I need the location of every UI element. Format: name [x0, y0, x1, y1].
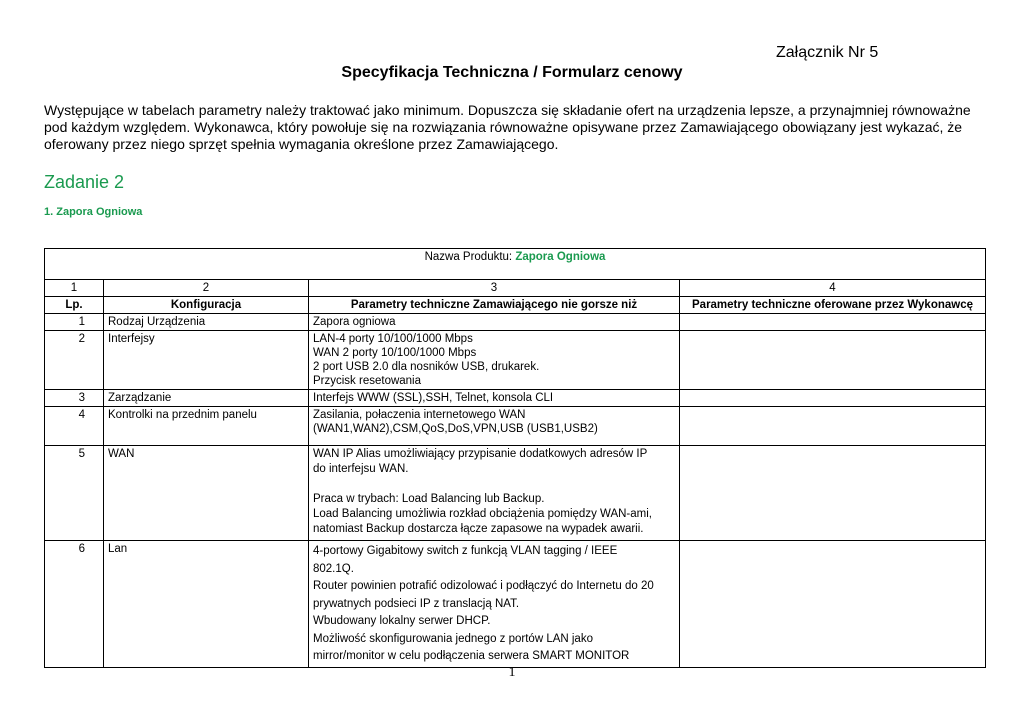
- row-offered[interactable]: [680, 407, 986, 446]
- row-params: [309, 331, 680, 390]
- document-title: Specyfikacja Techniczna / Formularz cenowy: [341, 64, 683, 81]
- intro-paragraph: Występujące w tabelach parametry należy traktować jako minimum. Dopuszcza się składanie ofert na urządzenia lepsze, a przynajmniej równoważne pod każdym względem. Wykonawca, który powołuje się na rozwiązania równoważne opisywane przez Zamawiającego obowiązany jest wykazać, że oferowany przez niego sprzęt spełnia wymagania określone przez Zamawiającego.: [44, 102, 971, 152]
- section-heading: 1. Zapora Ogniowa: [44, 206, 143, 218]
- row-config: Lan: [104, 541, 309, 668]
- param-line: mirror/monitor w celu podłączenia serwera SMART MONITOR: [313, 650, 630, 662]
- param-line: Zapora ogniowa: [313, 316, 396, 328]
- row-params: [309, 446, 680, 541]
- header-config: Konfiguracja: [104, 297, 309, 314]
- row-offered[interactable]: [680, 541, 986, 668]
- row-offered[interactable]: [680, 314, 986, 331]
- table-row: [45, 541, 986, 668]
- table-row: [45, 314, 986, 331]
- column-number-row: [45, 280, 986, 297]
- spec-table: [44, 248, 986, 668]
- header-row: [45, 297, 986, 314]
- table-row: [45, 331, 986, 390]
- row-config: Interfejsy: [104, 331, 309, 390]
- param-line: [313, 477, 675, 492]
- product-name: Zapora Ogniowa: [515, 251, 606, 263]
- row-lp: 2: [45, 331, 104, 390]
- param-line: Wbudowany lokalny serwer DHCP.: [313, 615, 491, 627]
- param-line: LAN-4 porty 10/100/1000 Mbps: [313, 333, 473, 345]
- col-number-3: 3: [309, 280, 680, 297]
- row-config: Kontrolki na przednim panelu: [104, 407, 309, 446]
- param-line: WAN IP Alias umożliwiający przypisanie dodatkowych adresów IP: [313, 448, 648, 460]
- row-offered[interactable]: [680, 446, 986, 541]
- row-config: Rodzaj Urządzenia: [104, 314, 309, 331]
- param-line: natomiast Backup dostarcza łącze zapasowe na wypadek awarii.: [313, 523, 644, 535]
- header-params: Parametry techniczne Zamawiającego nie gorsze niż: [309, 297, 680, 314]
- row-config: WAN: [104, 446, 309, 541]
- row-lp: 4: [45, 407, 104, 446]
- row-lp: 1: [45, 314, 104, 331]
- param-line: Interfejs WWW (SSL),SSH, Telnet, konsola CLI: [313, 392, 554, 404]
- row-lp: 3: [45, 390, 104, 407]
- param-line: prywatnych podsieci IP z translacją NAT.: [313, 597, 520, 610]
- col-number-2: 2: [104, 280, 309, 297]
- row-offered[interactable]: [680, 331, 986, 390]
- param-line: Router powinien potrafić odizolować i podłączyć do Internetu do 20: [313, 580, 654, 592]
- row-config: Zarządzanie: [104, 390, 309, 407]
- product-row: [45, 249, 986, 280]
- row-lp: 5: [45, 446, 104, 541]
- table-row: [45, 407, 986, 446]
- param-line: 4-portowy Gigabitowy switch z funkcją VLAN tagging / IEEE: [313, 545, 618, 557]
- product-cell: [45, 249, 986, 280]
- param-line: Zasilania, połaczenia internetowego WAN: [313, 409, 526, 421]
- row-params: [309, 541, 680, 668]
- task-heading: Zadanie 2: [44, 172, 125, 192]
- row-params: [309, 407, 680, 446]
- table-row: [45, 446, 986, 541]
- param-line: Możliwość skonfigurowania jednego z portów LAN jako: [313, 632, 593, 645]
- param-line: do interfejsu WAN.: [313, 463, 409, 475]
- header-offered: Parametry techniczne oferowane przez Wykonawcę: [680, 297, 986, 314]
- param-line: 802.1Q.: [313, 562, 354, 575]
- param-line: Load Balancing umożliwia rozkład obciążenia pomiędzy WAN-ami,: [313, 508, 652, 520]
- param-line: Przycisk resetowania: [313, 375, 422, 387]
- row-params: [309, 390, 680, 407]
- page-number: 1: [508, 665, 516, 680]
- product-label: Nazwa Produktu:: [424, 251, 516, 263]
- param-line: Praca w trybach: Load Balancing lub Backup.: [313, 493, 545, 505]
- table-row: [45, 390, 986, 407]
- header-lp: Lp.: [45, 297, 104, 314]
- col-number-4: 4: [680, 280, 986, 297]
- param-line: 2 port USB 2.0 dla nosników USB, drukarek.: [313, 361, 540, 373]
- row-params: [309, 314, 680, 331]
- param-line: WAN 2 porty 10/100/1000 Mbps: [313, 347, 477, 359]
- row-offered[interactable]: [680, 390, 986, 407]
- col-number-1: 1: [45, 280, 104, 297]
- row-lp: 6: [45, 541, 104, 668]
- param-line: (WAN1,WAN2),CSM,QoS,DoS,VPN,USB (USB1,USB2): [313, 423, 598, 435]
- annex-label: Załącznik Nr 5: [776, 44, 879, 61]
